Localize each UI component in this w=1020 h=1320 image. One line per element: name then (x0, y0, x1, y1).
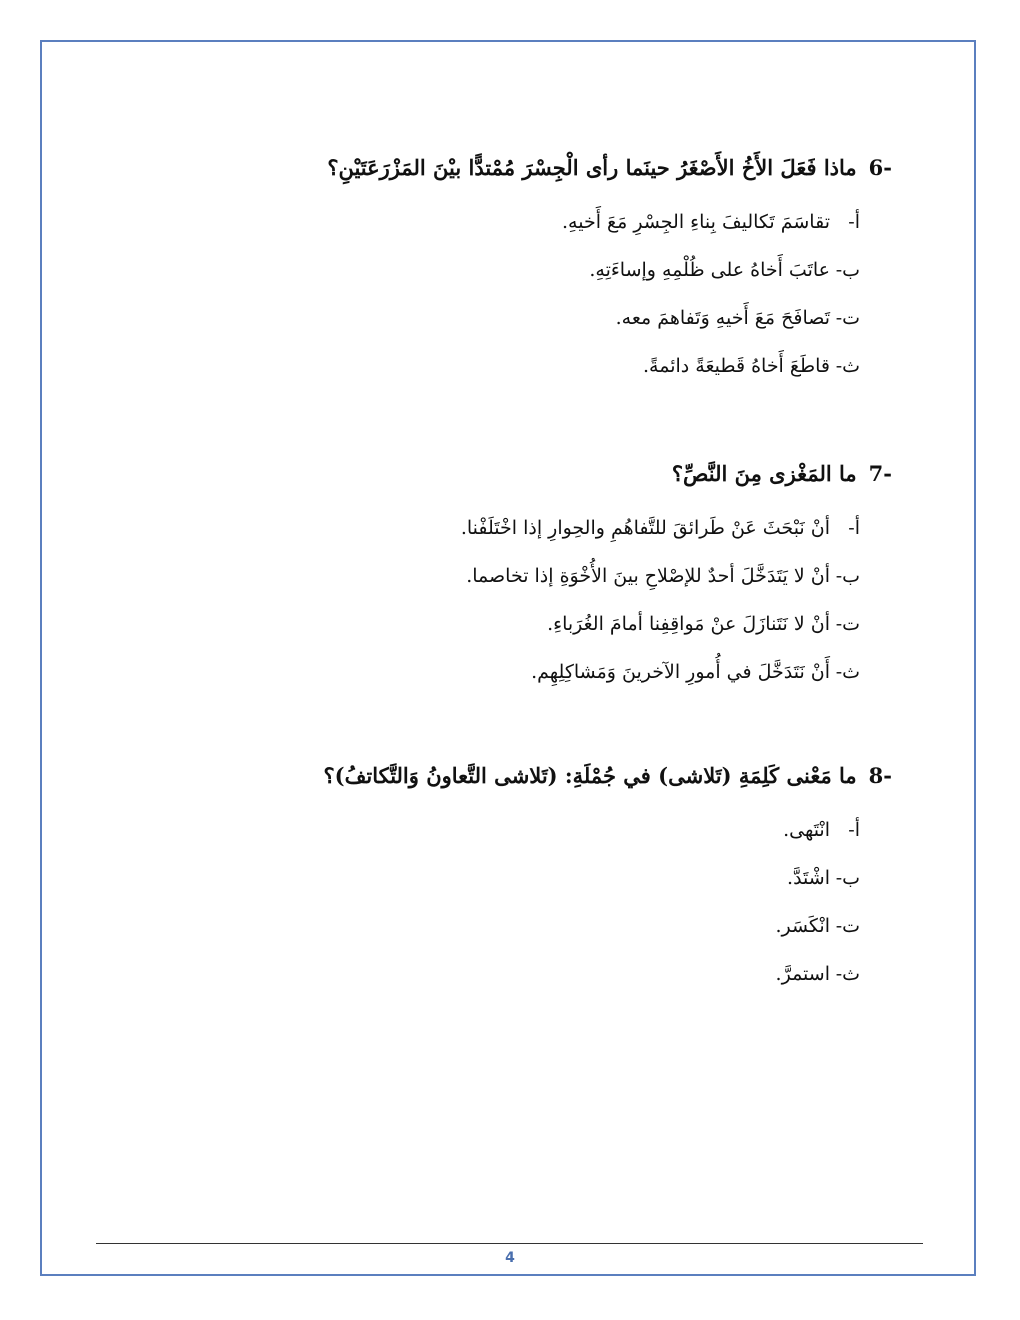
question-number: -7 (868, 461, 892, 486)
option-a (327, 198, 860, 246)
option-text: انْكَسَر. (775, 915, 830, 937)
option-letter: ث- (835, 355, 860, 377)
option-th (324, 950, 860, 998)
option-text: أنْ لا نَتَنازَلَ عنْ مَواقِفِنا أمامَ الغُرَباءِ. (547, 613, 830, 635)
option-t (324, 902, 860, 950)
option-text: اشْتَدَّ. (787, 867, 830, 889)
question-number: -6 (868, 155, 892, 180)
option-th (461, 648, 860, 696)
footer-divider (96, 1243, 923, 1244)
option-letter: ت- (835, 613, 860, 635)
option-t (461, 600, 860, 648)
question-text: ما مَعْنى كَلِمَةِ (تَلاشى) في جُمْلَةِ: (تَلاشى التَّعاونُ وَالتَّكاتفُ)؟ (323, 763, 857, 788)
option-text: قاطَعَ أَخاهُ قَطيعَةً دائمةً. (643, 355, 830, 377)
option-a (324, 806, 860, 854)
option-letter: ث- (835, 661, 860, 683)
question-number: -8 (868, 763, 892, 788)
question-text: ما المَغْزى مِنَ النَّصِّ؟ (671, 461, 857, 486)
option-text: أَنْ نَتَدَخَّلَ في أُمورِ الآخرينَ وَمَشاكِلِهِم. (531, 661, 830, 683)
option-letter: أ- (848, 517, 860, 539)
option-letter: ث- (835, 963, 860, 985)
question-title (327, 152, 892, 184)
option-text: تَصافَحَ مَعَ أَخيهِ وَتَفاهمَ معه. (615, 307, 830, 329)
option-letter: ب- (835, 259, 860, 281)
question-6 (327, 152, 892, 390)
option-letter: ب- (835, 867, 860, 889)
options-list (327, 198, 892, 390)
option-text: أنْ نَبْحَثَ عَنْ طَرائقَ للتَّفاهُمِ والحِوارِ إذا اخْتَلَفْنا. (460, 517, 830, 539)
option-letter: ت- (835, 307, 860, 329)
option-b (461, 552, 860, 600)
options-list (324, 806, 892, 998)
question-8 (324, 760, 892, 998)
options-list (461, 504, 892, 696)
option-t (327, 294, 860, 342)
option-text: انْتَهى. (783, 819, 830, 841)
option-letter: ب- (835, 565, 860, 587)
option-text: استمرَّ. (775, 963, 830, 985)
option-th (327, 342, 860, 390)
option-b (327, 246, 860, 294)
question-text: ماذا فَعَلَ الأَخُ الأَصْغَرُ حينَما رأى الْجِسْرَ مُمْتدًّا بيْنَ المَزْرَعَتَيْنِ؟ (327, 155, 857, 180)
option-letter: ت- (835, 915, 860, 937)
option-letter: أ- (848, 819, 860, 841)
question-title (461, 458, 892, 490)
option-b (324, 854, 860, 902)
option-a (461, 504, 860, 552)
question-title (324, 760, 892, 792)
option-text: أنْ لا يَتَدَخَّلَ أحدٌ للإصْلاحِ بينَ الأُخْوَةِ إذا تخاصما. (466, 565, 830, 587)
option-letter: أ- (848, 211, 860, 233)
question-7 (461, 458, 892, 696)
option-text: تقاسَمَ تَكاليفَ بِناءِ الجِسْرِ مَعَ أَخيهِ. (562, 211, 830, 233)
option-text: عاتَبَ أَخاهُ على ظُلْمِهِ وإساءَتِهِ. (589, 259, 830, 281)
page-number: 4 (505, 1250, 515, 1266)
